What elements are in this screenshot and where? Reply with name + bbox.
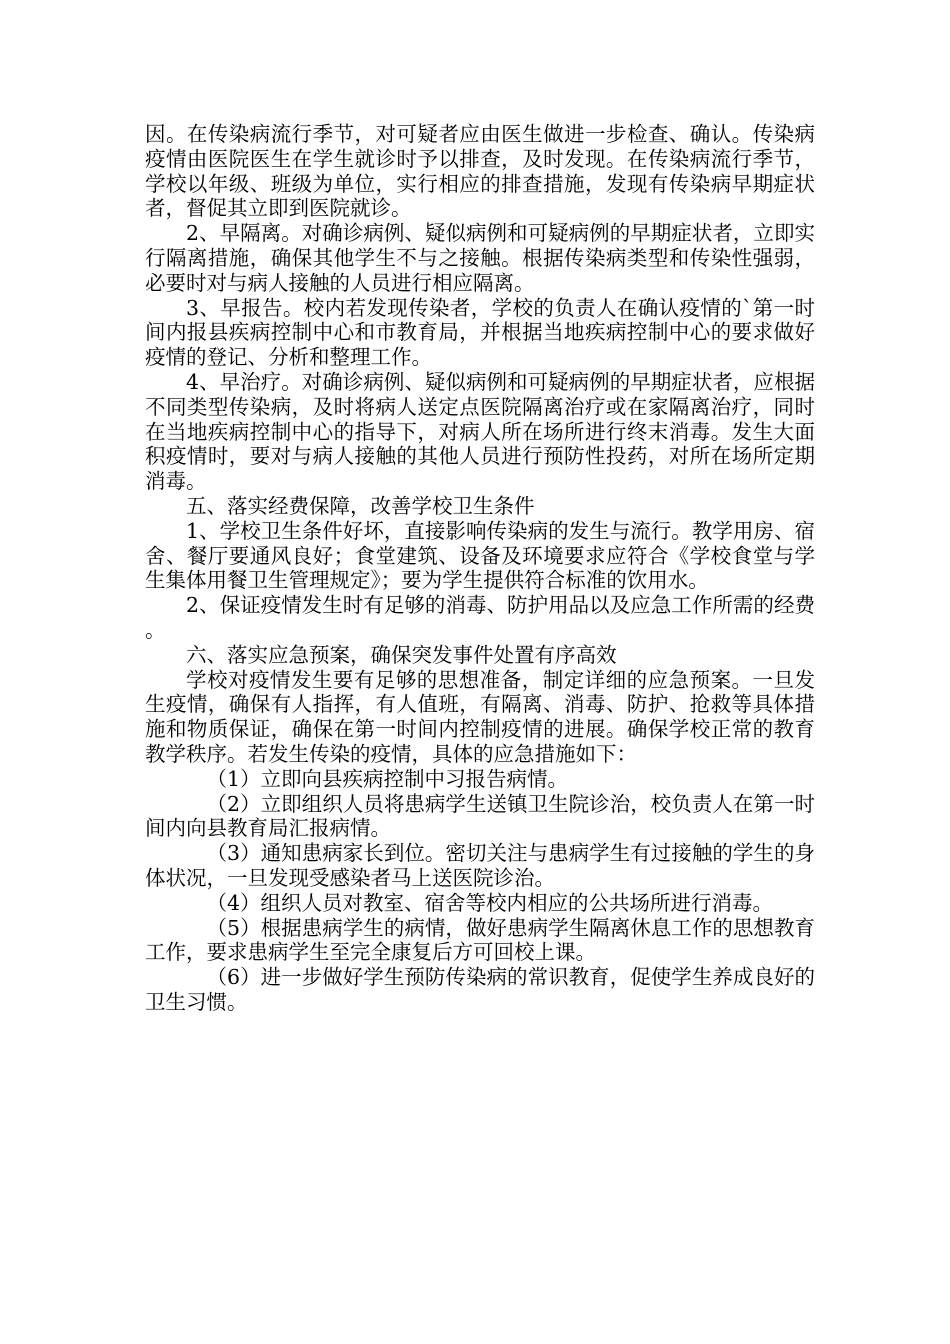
paragraph-early-isolation: 2、早隔离。对确诊病例、疑似病例和可疑病例的早期症状者，立即实行隔离措施，确保其他学生不与之接触。根据传染病类型和传染性强弱，必要时对与病人接触的人员进行相应隔离。 [145, 221, 815, 295]
document-page [145, 122, 815, 1015]
paragraph-funding-supplies: 2、保证疫情发生时有足够的消毒、防护用品以及应急工作所需的经费。 [145, 593, 815, 642]
list-item-1: （1）立即向县疾病控制中习报告病情。 [206, 766, 569, 791]
paragraph-early-treatment: 4、早治疗。对确诊病例、疑似病例和可疑病例的早期症状者，应根据不同类型传染病，及时将病人送定点医院隔离治疗或在家隔离治疗，同时在当地疾病控制中心的指导下，对病人所在场所进行终末消毒。发生大面积疫情时，要对与病人接触的其他人员进行预防性投药，对所在场所定期消毒。 [145, 369, 815, 494]
paragraph-emergency-plan: 学校对疫情发生要有足够的思想准备，制定详细的应急预案。一旦发生疫情，确保有人指挥，有人值班，有隔离、消毒、防护、抢救等具体措施和物质保证，确保在第一时间内控制疫情的进展。确保学校正常的教育教学秩序。若发生传染的疫情，具体的应急措施如下： [145, 667, 815, 766]
paragraph-hygiene-conditions: 1、学校卫生条件好坏，直接影响传染病的发生与流行。教学用房、宿舍、餐厅要通风良好；食堂建筑、设备及环境要求应符合《学校食堂与学生集体用餐卫生管理规定》；要为学生提供符合标准的饮用水。 [145, 518, 815, 593]
paragraph-intro-continuation: 因。在传染病流行季节，对可疑者应由医生做进一步检查、确认。传染病疫情由医院医生在学生就诊时予以排查，及时发现。在传染病流行季节，学校以年级、班级为单位，实行相应的排查措施，发现有传染病早期症状者，督促其立即到医院就诊。 [145, 122, 815, 221]
paragraph-early-report: 3、早报告。校内若发现传染者，学校的负责人在确认疫情的`第一时间内报县疾病控制中心和市教育局，并根据当地疾病控制中心的要求做好疫情的登记、分析和整理工作。 [145, 295, 815, 370]
section-heading-funding: 五、落实经费保障，改善学校卫生条件 [186, 493, 535, 518]
list-item-5: （5）根据患病学生的病情，做好患病学生隔离休息工作的思想教育工作，要求患病学生至完全康复后方可回校上课。 [145, 915, 815, 965]
list-item-3: （3）通知患病家长到位。密切关注与患病学生有过接触的学生的身体状况，一旦发现受感染者马上送医院诊治。 [145, 841, 815, 890]
list-item-4: （4）组织人员对教室、宿舍等校内相应的公共场所进行消毒。 [206, 890, 774, 915]
list-item-2: （2）立即组织人员将患病学生送镇卫生院诊治，校负责人在第一时间内向县教育局汇报病情。 [145, 791, 815, 841]
section-heading-emergency-plan: 六、落实应急预案，确保突发事件处置有序高效 [186, 642, 617, 667]
list-item-6: （6）进一步做好学生预防传染病的常识教育，促使学生养成良好的卫生习惯。 [145, 965, 815, 1014]
